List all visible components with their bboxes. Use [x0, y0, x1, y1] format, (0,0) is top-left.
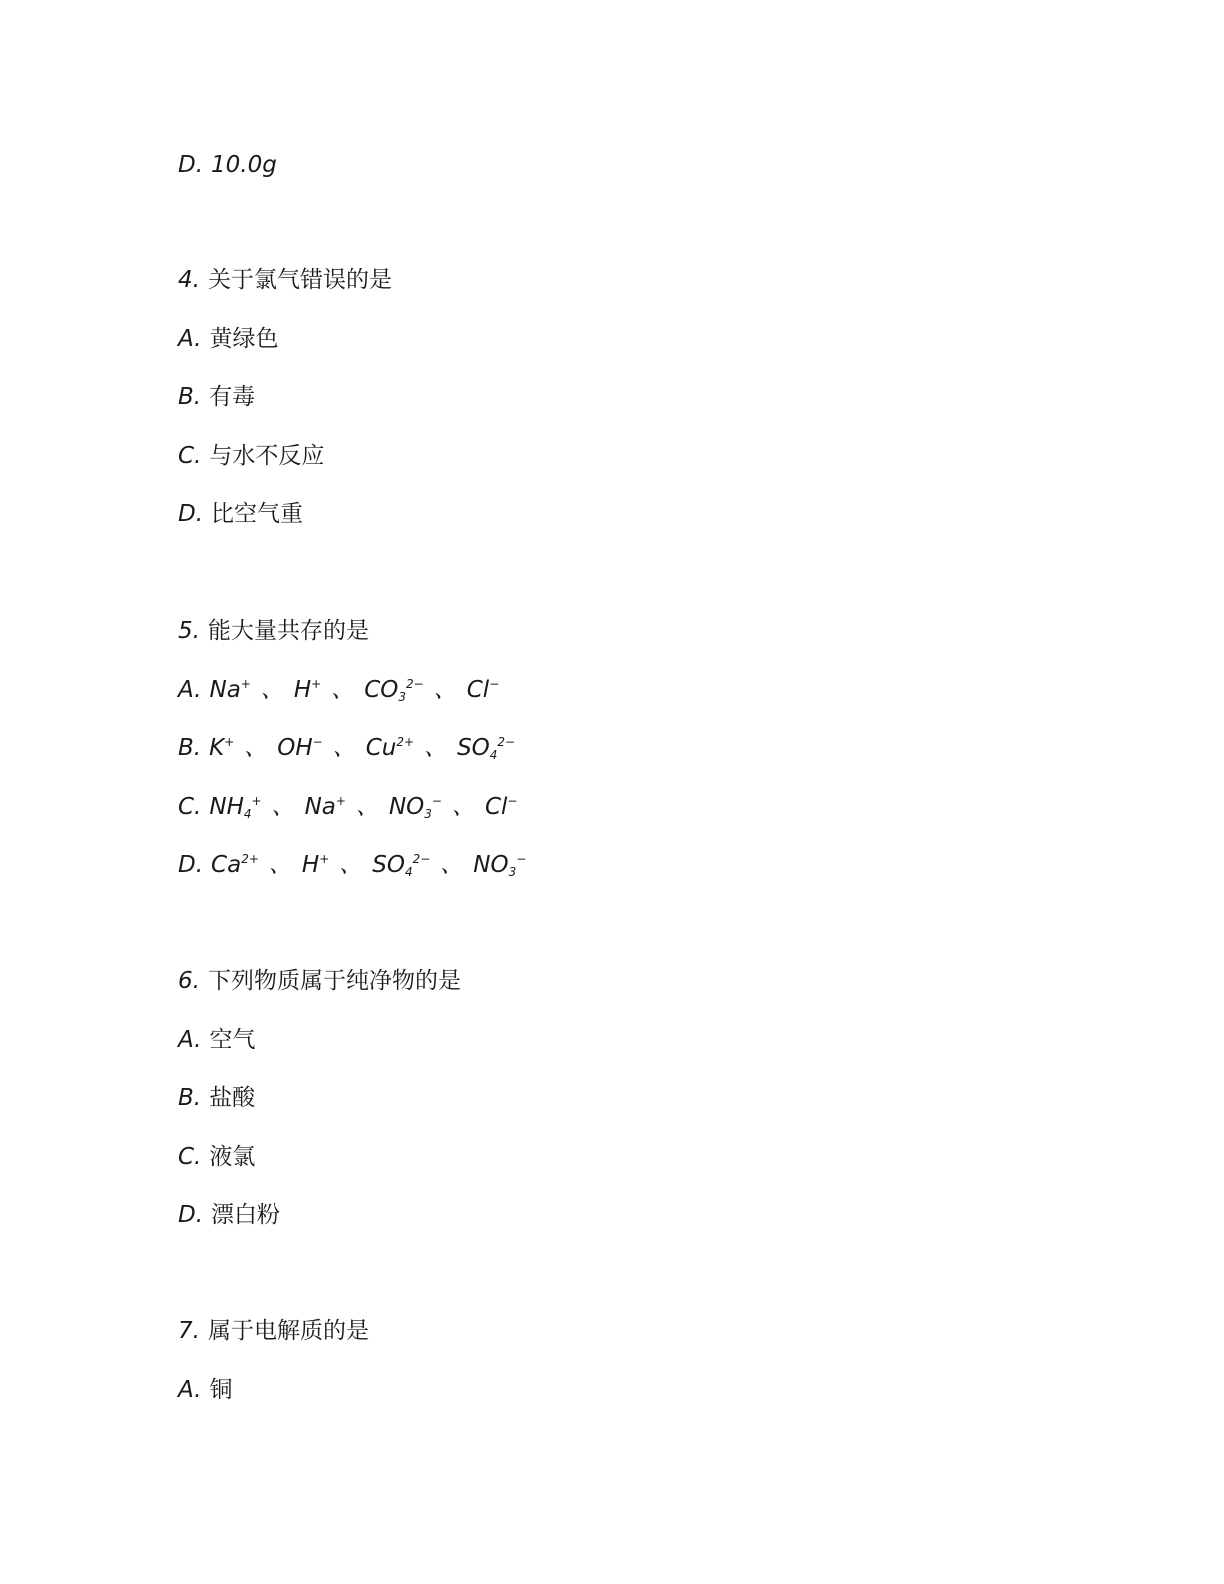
- ion-charge: −: [312, 735, 323, 749]
- ion-separator: 、: [271, 794, 295, 820]
- ion-formula: [366, 733, 414, 763]
- option-label: D.: [178, 152, 204, 178]
- option-label: C.: [178, 443, 202, 469]
- ion-charge: +: [335, 794, 346, 808]
- ion-separator: 、: [440, 852, 464, 878]
- ion-formula: [209, 675, 250, 705]
- question-7: [178, 1316, 369, 1346]
- ion-formula: [389, 792, 442, 822]
- option-text: 与水不反应: [209, 443, 325, 469]
- ion-separator: 、: [355, 794, 379, 820]
- q4-option-b: [178, 382, 255, 412]
- option-label: B.: [178, 384, 202, 410]
- option-text: 比空气重: [211, 501, 304, 527]
- option-label: D.: [178, 1202, 204, 1228]
- ion-formula: [302, 850, 329, 880]
- ion-charge: −: [431, 794, 442, 808]
- ion-list: [209, 794, 519, 820]
- ion-separator: 、: [433, 677, 457, 703]
- ion-formula: [372, 850, 430, 880]
- ion-separator: 、: [424, 735, 448, 761]
- ion-separator: 、: [268, 852, 292, 878]
- q6-option-a: [178, 1025, 255, 1055]
- ion-formula: [457, 733, 515, 763]
- q6-option-d: [178, 1200, 280, 1230]
- ion-base: H: [293, 677, 312, 703]
- ion-formula: [305, 792, 346, 822]
- ion-base: NH: [209, 794, 244, 820]
- ion-base: Cl: [484, 794, 508, 820]
- ion-charge: +: [319, 852, 330, 866]
- ion-base: Cl: [466, 677, 490, 703]
- ion-separator: 、: [331, 677, 355, 703]
- ion-base: Ca: [211, 852, 242, 878]
- ion-list: [209, 677, 501, 703]
- option-label: C.: [178, 794, 202, 820]
- ion-base: H: [301, 852, 320, 878]
- question-text: 下列物质属于纯净物的是: [207, 968, 461, 994]
- option-text: 有毒: [209, 384, 256, 410]
- question-4: [178, 265, 392, 295]
- ion-charge: 2+: [241, 852, 259, 866]
- ion-base: OH: [277, 735, 313, 761]
- ion-subscript: 4: [489, 748, 498, 762]
- ion-base: SO: [457, 735, 490, 761]
- option-label: D.: [178, 852, 204, 878]
- ion-charge: −: [507, 794, 518, 808]
- question-number: 4.: [178, 267, 200, 293]
- ion-separator: 、: [244, 735, 268, 761]
- ion-subscript: 3: [398, 690, 407, 704]
- ion-base: CO: [364, 677, 399, 703]
- ion-formula: [364, 675, 424, 705]
- q4-option-d: [178, 499, 303, 529]
- option-label: D.: [178, 501, 204, 527]
- ion-charge: +: [240, 677, 251, 691]
- q6-option-c: [178, 1142, 255, 1172]
- ion-charge: 2−: [497, 735, 516, 749]
- ion-formula: [211, 850, 259, 880]
- ion-subscript: 4: [243, 807, 252, 821]
- ion-subscript: 3: [508, 865, 517, 879]
- question-number: 6.: [178, 968, 200, 994]
- ion-formula: [294, 675, 321, 705]
- ion-charge: 2−: [412, 852, 431, 866]
- ion-charge: 2+: [396, 735, 415, 749]
- ion-separator: 、: [260, 677, 284, 703]
- question-5: [178, 616, 369, 646]
- question-number: 7.: [178, 1318, 200, 1344]
- option-text: 液氯: [209, 1144, 256, 1170]
- ion-base: Na: [209, 677, 241, 703]
- question-text: 能大量共存的是: [207, 618, 369, 644]
- ion-base: NO: [473, 852, 509, 878]
- ion-formula: [209, 792, 261, 822]
- ion-base: SO: [372, 852, 405, 878]
- option-label: A.: [178, 1377, 202, 1403]
- ion-charge: 2−: [406, 677, 424, 691]
- question-text: 关于氯气错误的是: [207, 267, 392, 293]
- ion-formula: [473, 850, 526, 880]
- q5-option-a: [178, 675, 501, 705]
- question-number: 5.: [178, 618, 200, 644]
- option-label: B.: [178, 1085, 202, 1111]
- q5-option-b: [178, 733, 517, 763]
- ion-subscript: 4: [404, 865, 413, 879]
- ion-list: [209, 735, 517, 761]
- option-label: C.: [178, 1144, 202, 1170]
- ion-list: [211, 852, 528, 878]
- ion-charge: −: [516, 852, 527, 866]
- question-6: [178, 966, 461, 996]
- ion-base: NO: [388, 794, 425, 820]
- option-text: 黄绿色: [209, 326, 279, 352]
- ion-charge: −: [489, 677, 500, 691]
- ion-charge: +: [224, 735, 235, 749]
- question-text: 属于电解质的是: [207, 1318, 369, 1344]
- ion-formula: [485, 792, 518, 822]
- ion-charge: +: [251, 794, 262, 808]
- ion-charge: +: [311, 677, 322, 691]
- q7-option-a: [178, 1375, 232, 1405]
- q5-option-c: [178, 792, 519, 822]
- option-label: B.: [178, 735, 202, 761]
- ion-base: Na: [304, 794, 336, 820]
- ion-formula: [467, 675, 500, 705]
- option-text: 铜: [209, 1377, 233, 1403]
- q6-option-b: [178, 1083, 255, 1113]
- option-text: 盐酸: [209, 1085, 256, 1111]
- option-label: A.: [178, 326, 202, 352]
- ion-separator: 、: [451, 794, 475, 820]
- ion-subscript: 3: [424, 807, 432, 821]
- ion-formula: [209, 733, 234, 763]
- ion-formula: [277, 733, 322, 763]
- option-label: A.: [178, 677, 202, 703]
- q4-option-c: [178, 441, 324, 471]
- option-text: 10.0g: [211, 152, 277, 178]
- option-text: 空气: [209, 1027, 256, 1053]
- q5-option-d: [178, 850, 528, 880]
- ion-base: K: [209, 735, 225, 761]
- q4-option-a: [178, 324, 278, 354]
- ion-separator: 、: [339, 852, 363, 878]
- option-label: A.: [178, 1027, 202, 1053]
- q3-option-d: [178, 150, 277, 180]
- ion-separator: 、: [332, 735, 356, 761]
- option-text: 漂白粉: [211, 1202, 281, 1228]
- ion-base: Cu: [365, 735, 397, 761]
